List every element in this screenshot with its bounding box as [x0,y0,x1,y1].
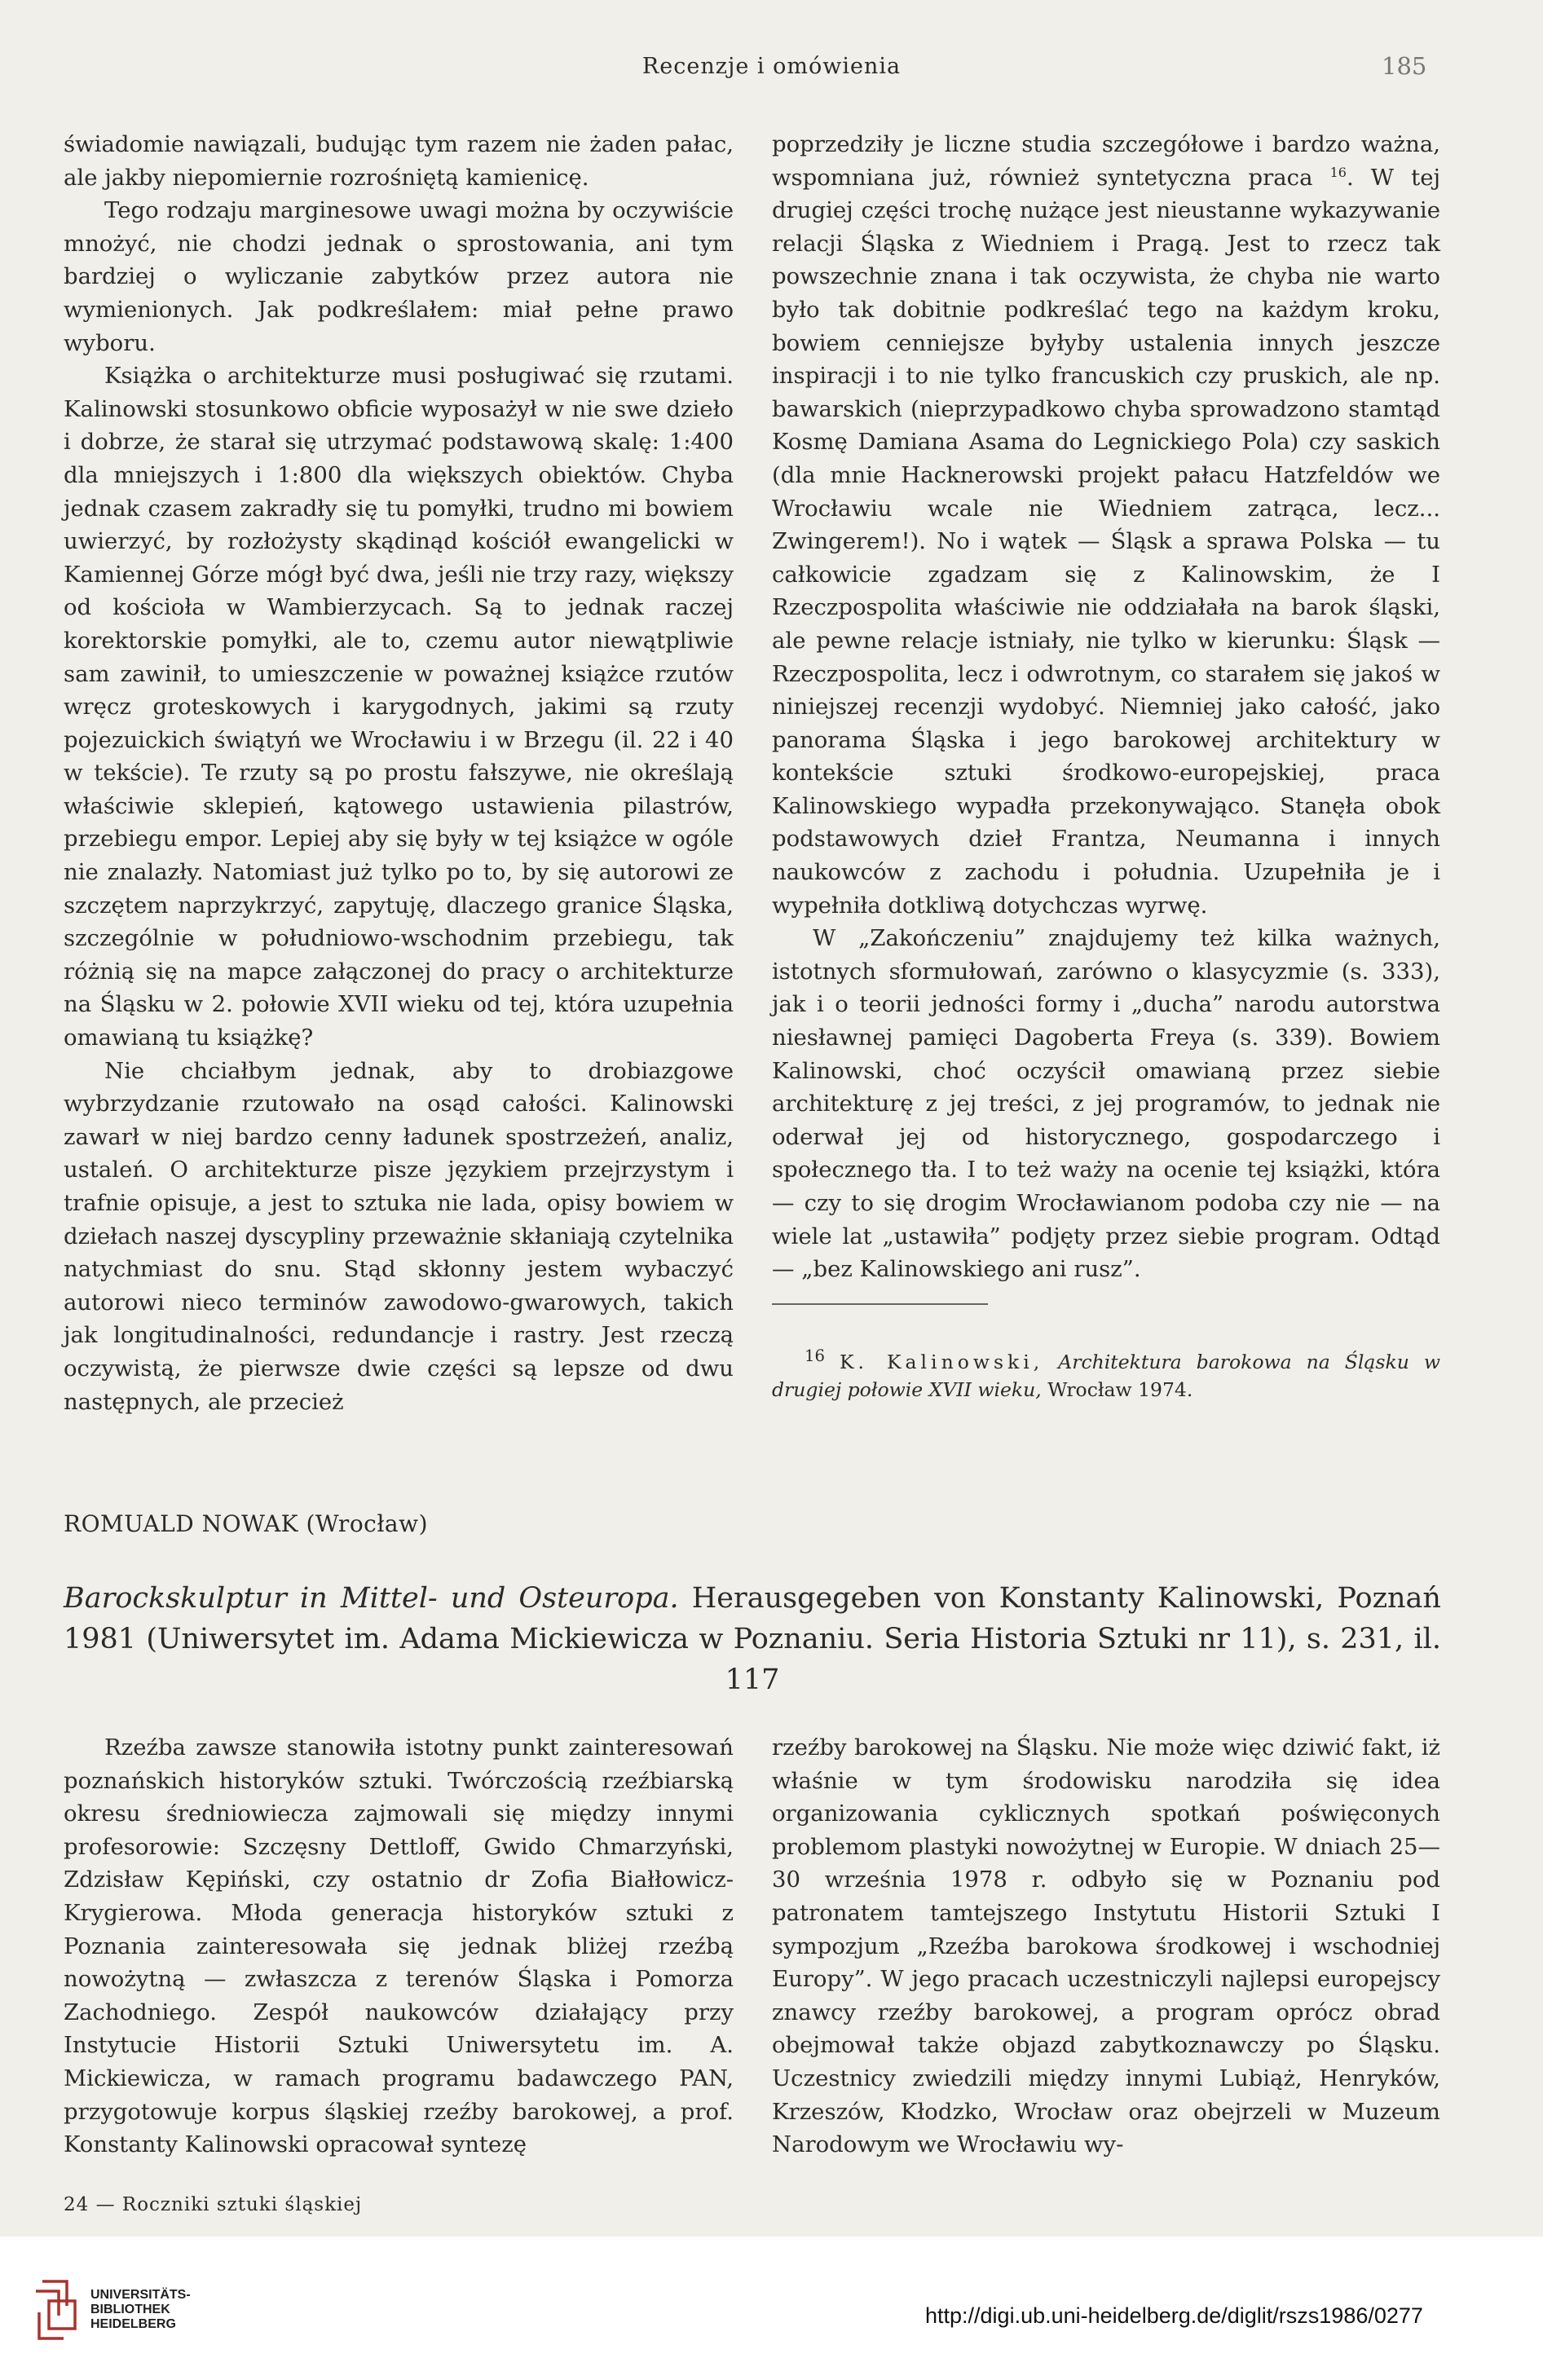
book-title: Barockskulptur in Mittel- und Osteuropa. [64,1582,679,1615]
article2-left-column [64,1731,734,2162]
paragraph: Książka o architekturze musi posługiwać się rzutami. Kalinowski stosunkowo obficie wyposażył w nie swe dzieło i dobrze, że starał się utrzymać podstawową skalę: 1:400 dla mniejszych i 1:800 dla większych obiektów. Chyba jednak czasem zakradły się tu pomyłki, trudno mi bowiem uwierzyć, by rozłożysty skądinąd kościół ewangelicki w Kamiennej Górze mógł być dwa, jeśli nie trzy razy, większy od kościoła w Wambierzycach. Są to jednak raczej korektorskie pomyłki, ale to, czemu autor niewątpliwie sam zawinił, to umieszczenie w poważnej książce rzutów wręcz groteskowych i karygodnych, jakimi są rzuty pojezuickich świątyń we Wrocławiu i w Brzegu (il. 22 i 40 w tekście). Te rzuty są po prostu fałszywe, nie określają właściwie sklepień, kątowego ustawienia pilastrów, przebiegu empor. Lepiej aby się były w tej książce w ogóle nie znalazły. Natomiast już tylko po to, by się autorowi ze szczętem naprzykrzyć, zapytuję, dlaczego granice Śląska, szczególnie w południowo-wschodnim przebiegu, tak różnią się na mapce załączonej do pracy o architekturze na Śląsku w 2. połowie XVII wieku od tej, która uzupełnia omawianą tu książkę? [64,363,734,1051]
footnote [772,1342,1440,1404]
review-heading [64,1578,1441,1700]
paragraph: W „Zakończeniu” znajdujemy też kilka ważnych, istotnych sformułowań, zarówno o klasycyzmie (s. 333), jak i o teorii jedności formy i „ducha” narodu autorstwa niesławnej pamięci Dagoberta Freya (s. 339). Bowiem Kalinowski, choć oczyścił omawianą przez siebie architekturę z jej treści, z jej programów, to jednak nie oderwał jej od historycznego, gospodarczego i społecznego tła. I to też waży na ocenie tej książki, która — czy to się drogim Wrocławianom podoba czy nie — na wiele lat „ustawiła” podjęty przez siebie program. Odtąd — „bez Kalinowskiego ani rusz”. [772,925,1440,1283]
footnote-author: K. Kalinowski, [839,1350,1044,1373]
paragraph: Tego rodzaju marginesowe uwagi można by oczywiście mnożyć, nie chodzi jednak o sprostowania, ani tym bardziej o wyliczanie zabytków przez autora nie wymienionych. Jak podkreślałem: miał pełne prawo wyboru. [64,197,734,356]
footnote-title: Architektura barokowa na Śląsku w drugiej połowie XVII wieku, [772,1350,1440,1401]
paragraph: rzeźby barokowej na Śląsku. Nie może więc dziwić fakt, iż właśnie w tym środowisku narodziła się idea organizowania cyklicznych spotkań poświęconych problemom plastyki nowożytnej w Europie. W dniach 25—30 września 1978 r. odbyło się w Poznaniu pod patronatem tamtejszego Instytutu Historii Sztuki I sympozjum „Rzeźba barokowa środkowej i wschodniej Europy”. W jego pracach uczestniczyli najlepsi europejscy znawcy rzeźby barokowej, a program oprócz obrad obejmował także objazd zabytkoznawczy po Śląsku. Uczestnicy zwiedzili między innymi Lubiąż, Henryków, Krzeszów, Kłodzko, Wrocław oraz obejrzeli w Muzeum Narodowym we Wrocławiu wy- [772,1734,1440,2158]
paragraph [772,128,1440,922]
footnote-ref: 16 [1329,164,1347,180]
article2-right-column [772,1731,1440,2162]
library-name-line: UNIVERSITÄTS- [90,2288,191,2302]
library-name-line: HEIDELBERG [90,2317,176,2331]
library-name [90,2288,191,2332]
paragraph: Nie chciałbym jednak, aby to drobiazgowe wybrzydzanie rzutowało na osąd całości. Kalinowski zawarł w niej bardzo cenny ładunek spostrzeżeń, analiz, ustaleń. O architekturze pisze językiem przejrzystym i trafnie opisuje, a jest to sztuka nie lada, opisy bowiem w dziełach naszej dyscypliny przeważnie skłaniają czytelnika natychmiast do snu. Stąd skłonny jestem wybaczyć autorowi nieco terminów zawodowo-gwarowych, takich jak longitudinalności, redundancje i rastry. Jest rzeczą oczywistą, że pierwsze dwie części są lepsze od dwu następnych, ale przecież [64,1057,734,1415]
page-number: 185 [1382,52,1427,80]
paragraph: świadomie nawiązali, budując tym razem nie żaden pałac, ale jakby niepomiernie rozrośniętą kamienicę. [64,131,734,191]
review-author: ROMUALD NOWAK (Wrocław) [64,1510,429,1537]
paragraph: Rzeźba zawsze stanowiła istotny punkt zainteresowań poznańskich historyków sztuki. Twórczością rzeźbiarską okresu średniowiecza zajmowali się między innymi profesorowie: Szczęsny Dettloff, Gwido Chmarzyński, Zdzisław Kępiński, czy ostatnio dr Zofia Białłowicz-Krygierowa. Młoda generacja historyków sztuki z Poznania zainteresowała się jednak bliżej rzeźbą nowożytną — zwłaszcza z terenów Śląska i Pomorza Zachodniego. Zespół naukowców działający przy Instytucie Historii Sztuki Uniwersytetu im. A. Mickiewicza, w ramach programu badawczego PAN, przygotowuje korpus śląskiej rzeźby barokowej, a prof. Konstanty Kalinowski opracował syntezę [64,1734,734,2158]
library-name-line: BIBLIOTHEK [90,2303,170,2316]
footnote-place: Wrocław 1974. [1047,1377,1193,1401]
paragraph-text: poprzedziły je liczne studia szczegółowe i bardzo ważna, wspomniana już, również syntetyczna praca [772,131,1440,191]
article1-right-column [772,128,1440,1286]
footnote-number: 16 [805,1346,825,1365]
article1-left-column [64,128,734,1418]
footnote-rule [772,1303,988,1305]
library-logo-icon [31,2275,83,2344]
paragraph-text: . W tej drugiej części trochę nużące jest nieustanne wykazywanie relacji Śląska z Wiedniem i Pragą. Jest to rzecz tak powszechnie znana i tak oczywista, że chyba nie warto było tak dobitnie podkreślać tego na każdym kroku, bowiem cenniejsze byłyby ustalenia innych jeszcze inspiracji i to nie tylko francuskich czy pruskich, ale np. bawarskich (nieprzypadkowo chyba sprowadzono stamtąd Kosmę Damiana Asama do Legnickiego Pola) czy saskich (dla mnie Hacknerowski projekt pałacu Hatzfeldów we Wrocławiu wcale nie Wiedniem zatrąca, lecz... Zwingerem!). No i wątek — Śląsk a sprawa Polska — tu całkowicie zgadzam się z Kalinowskim, że I Rzeczpospolita właściwie nie oddziałała na barok śląski, ale pewne relacje istniały, nie tylko w kierunku: Śląsk — Rzeczpospolita, lecz i odwrotnym, co starałem się jakoś w niniejszej recenzji wydobyć. Niemniej jako całość, jako panorama Śląska i jego barokowej architektury w kontekście sztuki środkowo-europejskiej, praca Kalinowskiego wypadła przekonywająco. Stanęła obok podstawowych dzieł Frantza, Neumanna i innych naukowców z zachodu i południa. Uzupełniła je i wypełniła dotkliwą dotychczas wyrwę. [772,164,1441,919]
source-url-link[interactable]: http://digi.ub.uni-heidelberg.de/diglit/rszs1986/0277 [925,2303,1423,2328]
folio: 24 — Roczniki sztuki śląskiej [64,2194,363,2215]
book-details: Herausgegeben von Konstanty Kalinowski, Poznań 1981 (Uniwersytet im. Adama Mickiewicza w Poznaniu. Seria Historia Sztuki nr 11), s. 231, il. 117 [64,1582,1441,1696]
running-head: Recenzje i omówienia [641,54,902,79]
